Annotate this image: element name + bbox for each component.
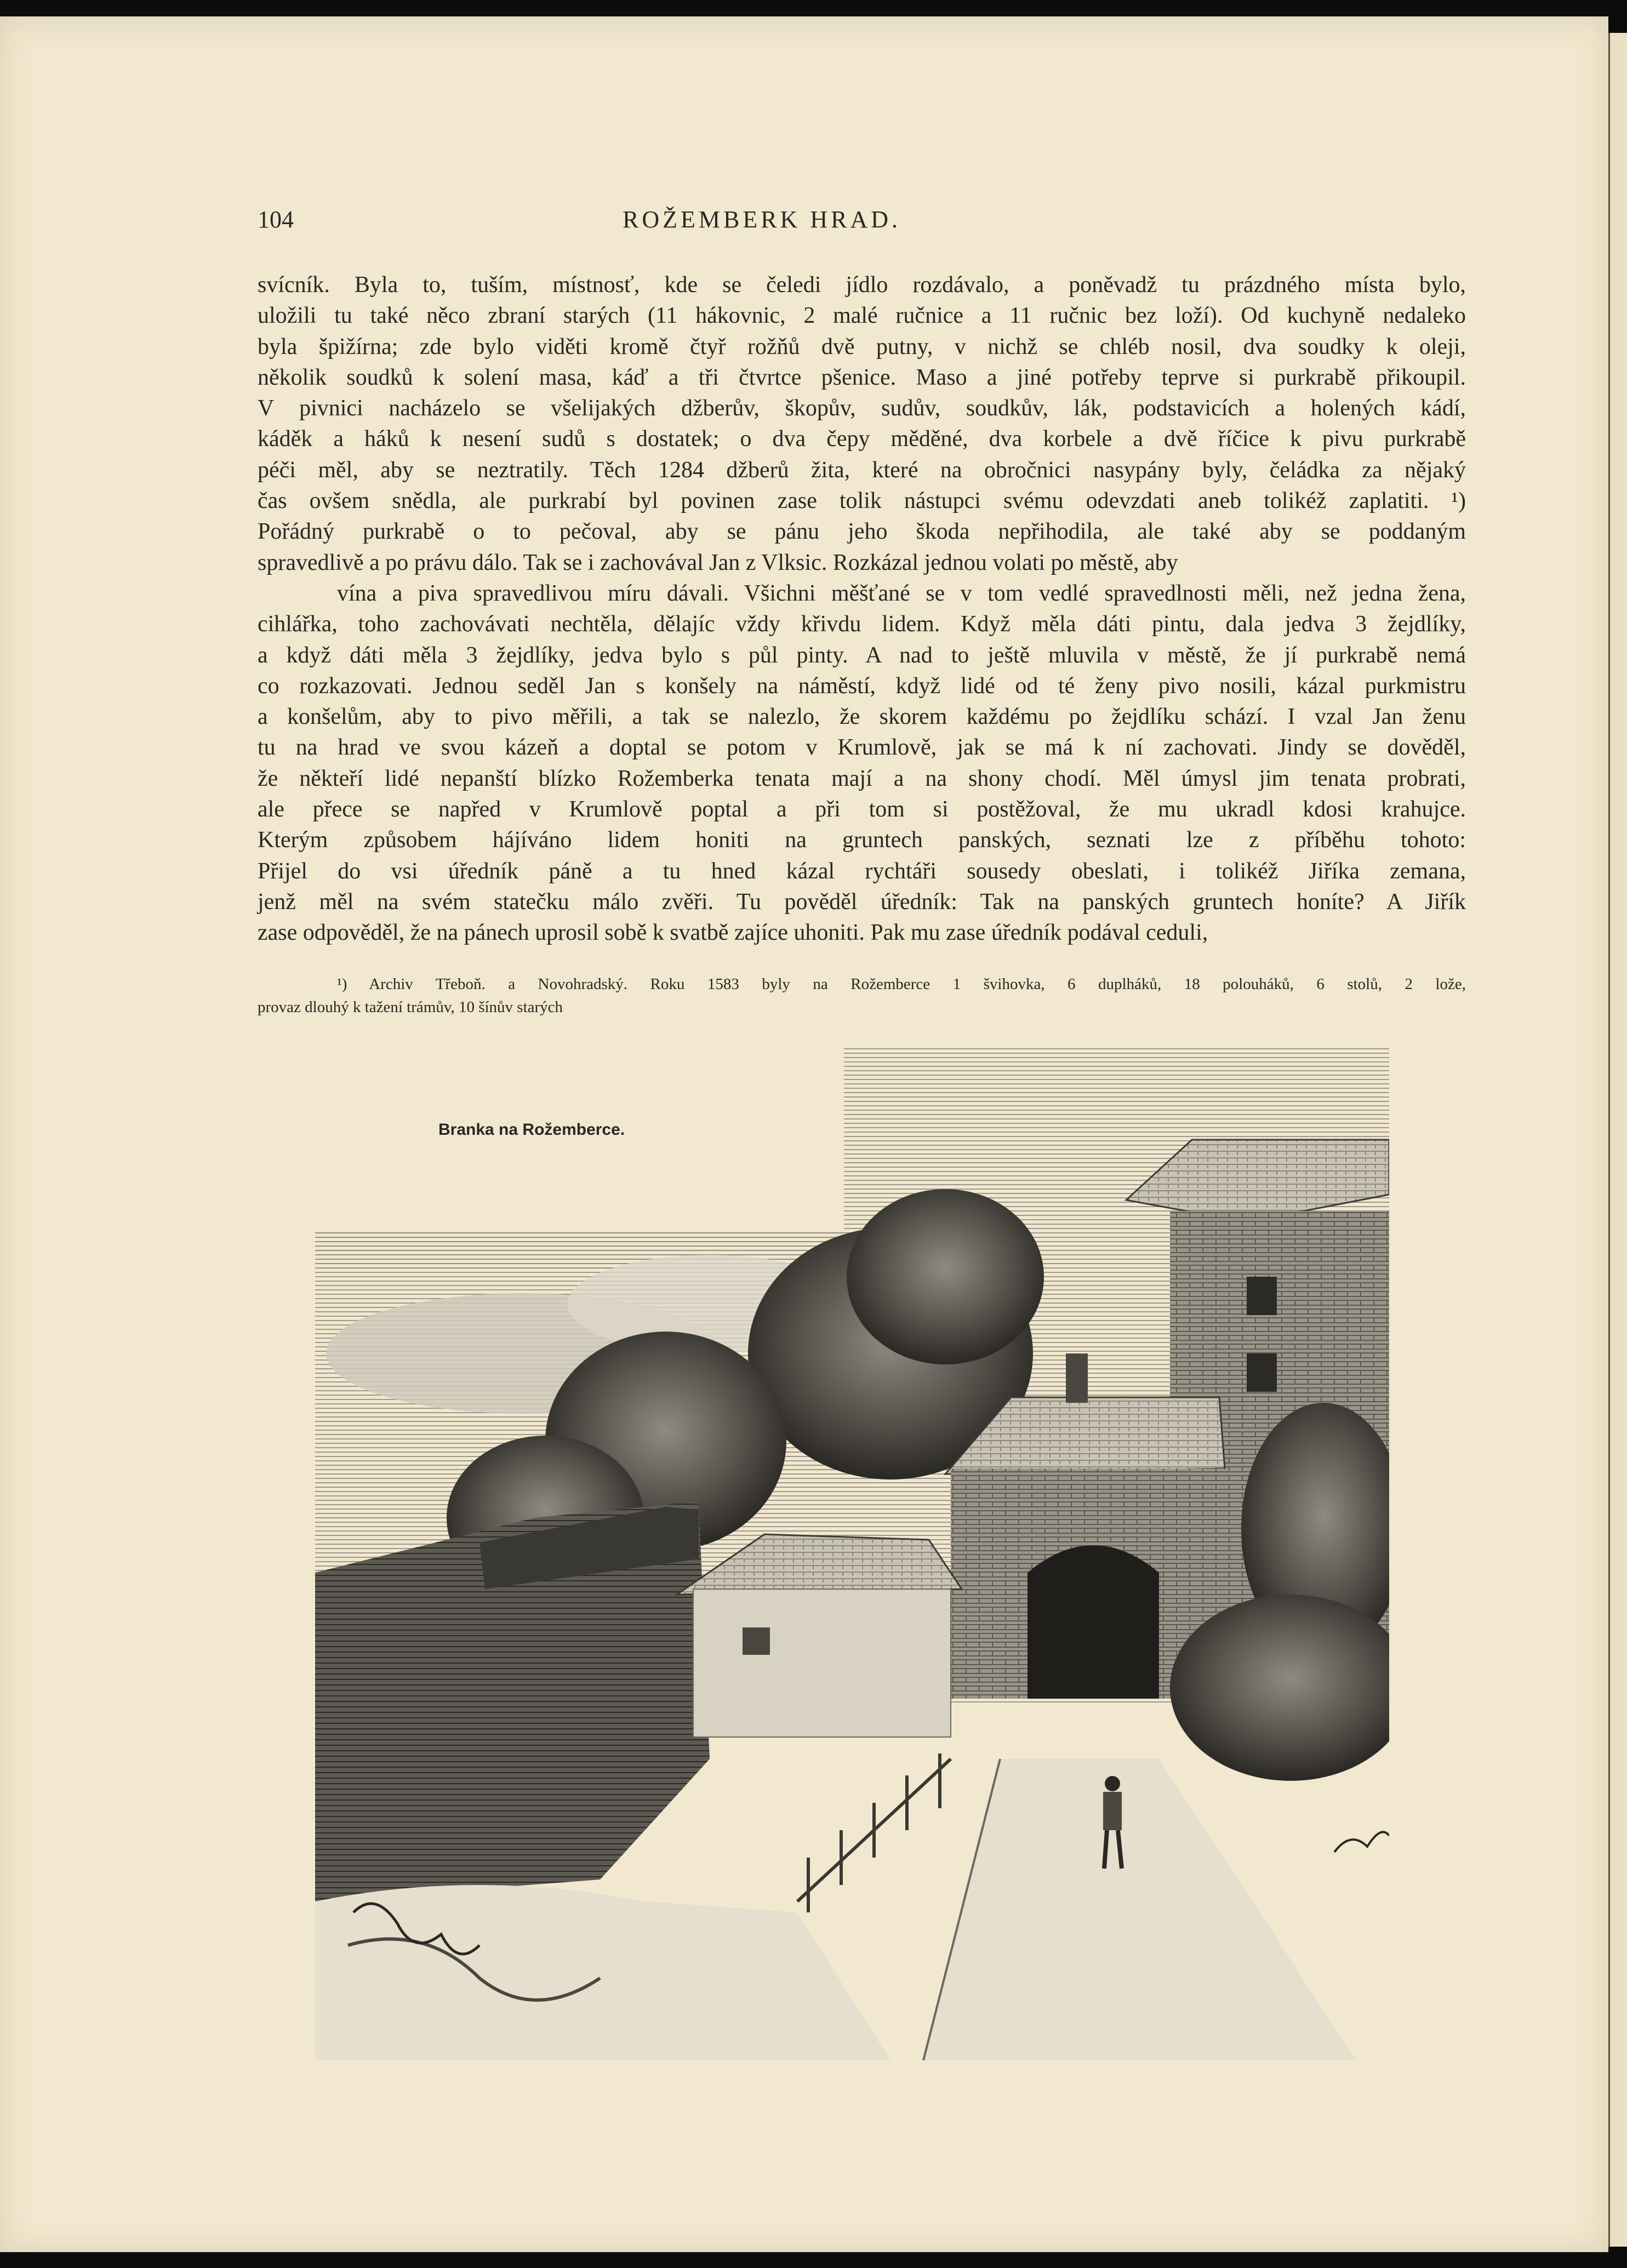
text-line: že někteří lidé nepanští blízko Rožemberka tenata mají a na shony chodí. Měl úmysl jim tenata probrati, — [258, 765, 1466, 791]
text-line: cihlářka, toho zachovávati nechtěla, dělajíc vždy křivdu lidem. Když měla dáti pintu, dala jedva 3 žejdlíky, — [258, 612, 1466, 637]
text-line: zase odpověděl, že na pánech uprosil sobě k svatbě zajíce uhoniti. Pak mu zase úředník podával ceduli, — [258, 920, 1208, 946]
footnote-line: ¹) Archiv Třeboň. a Novohradský. Roku 1583 byly na Rožemberce 1 švihovka, 6 duplháků, 18 polouháků, 6 stolů, 2 lože, — [337, 975, 1466, 993]
page-edge — [1608, 33, 1627, 2247]
text-line: několik soudků k solení masa, káď a tři čtvrtce pšenice. Maso a jiné potřeby teprve si purkrabě přikoupil. — [258, 364, 1466, 390]
text-line: jenž měl na svém statečku málo zvěři. Tu pověděl úředník: Tak na panských gruntech honíte? A Jiřík — [258, 889, 1466, 915]
text-line: vína a piva spravedlivou míru dávali. Všichni měšťané se v tom vedlé spravedlnosti měli, než jedna žena, — [337, 580, 1466, 606]
text-line: tu na hrad ve svou kázeň a doptal se potom v Krumlově, jak se má k ní zachovati. Jindy se dověděl, — [258, 735, 1466, 761]
text-line: V pivnici nacházelo se všelijakých džberův, škopův, sudův, soudkův, lák, podstavicích a holených kádí, — [258, 396, 1466, 421]
text-line: čas ovšem snědla, ale purkrabí byl povinen zase tolik nástupci svému odevzdati aneb tolikéž zaplatiti. ¹) — [258, 488, 1466, 514]
text-line: Přijel do vsi úředník páně a tu hned kázal rychtáři sousedy obeslati, i tolikéž Jiříka zemana, — [258, 858, 1466, 884]
text-line: káděk a háků k nesení sudů s dostatek; o dva čepy měděné, dva korbele a dvě říčice k pivu purkrabě — [258, 426, 1466, 452]
artist-signature-right — [1334, 1832, 1389, 1852]
text-line: byla špižírna; zde bylo viděti kromě čtyř rožňů dvě putny, v nichž se chléb nosil, dva soudky k oleji, — [258, 334, 1466, 359]
body-text — [258, 270, 1466, 949]
page-number: 104 — [258, 206, 294, 233]
figure-caption: Branka na Rožemberce. — [438, 1121, 625, 1139]
text-line: a když dáti měla 3 žejdlíky, jedva bylo s půl pinty. A nad to ještě mluvila v městě, že jí purkrabě nemá — [258, 642, 1466, 668]
text-line: spravedlivě a po právu dálo. Tak se i zachovával Jan z Vlksic. Rozkázal jednou volati po městě, aby — [258, 550, 1178, 575]
small-house — [693, 1589, 951, 1737]
footnote-line: provaz dlouhý k tažení trámův, 10 šínův starých — [258, 998, 563, 1016]
fence — [797, 1753, 951, 1912]
footnote — [258, 973, 1466, 1019]
gate-arch — [1027, 1545, 1159, 1699]
text-line: svícník. Byla to, tuším, místnosť, kde se čeledi jídlo rozdávalo, a poněvadž tu prázdného místa bylo, — [258, 272, 1466, 298]
header-title: ROŽEMBERK HRAD. — [622, 206, 901, 233]
running-head — [258, 205, 1266, 238]
text-line: co rozkazovati. Jednou seděl Jan s konšely na náměstí, když lidé od té ženy pivo nosili, kázal purkmistru — [258, 673, 1466, 699]
text-line: péči měl, aby se neztratily. Těch 1284 džberů žita, které na obročnici nasypány byly, čeládka za nějaký — [258, 457, 1466, 483]
text-line: Kterým způsobem hájíváno lidem honiti na gruntech panských, seznati lze z příběhu tohoto: — [258, 827, 1466, 853]
engraving-illustration — [315, 1047, 1389, 2060]
text-line: a konšelům, aby to pivo měřili, a tak se nalezlo, že skorem každému po žejdlíku schází. I vzal Jan ženu — [258, 704, 1466, 730]
text-line: Pořádný purkrabě o to pečoval, aby se pánu jeho škoda nepřihodila, ale také aby se poddaným — [258, 519, 1466, 545]
text-line: ale přece se napřed v Krumlově poptal a při tom si postěžoval, že mu ukradl kdosi krahujce. — [258, 797, 1466, 822]
text-line: uložili tu také něco zbraní starých (11 hákovnic, 2 malé ručnice a 11 ručnic bez loží). Od kuchyně nedaleko — [258, 303, 1466, 329]
